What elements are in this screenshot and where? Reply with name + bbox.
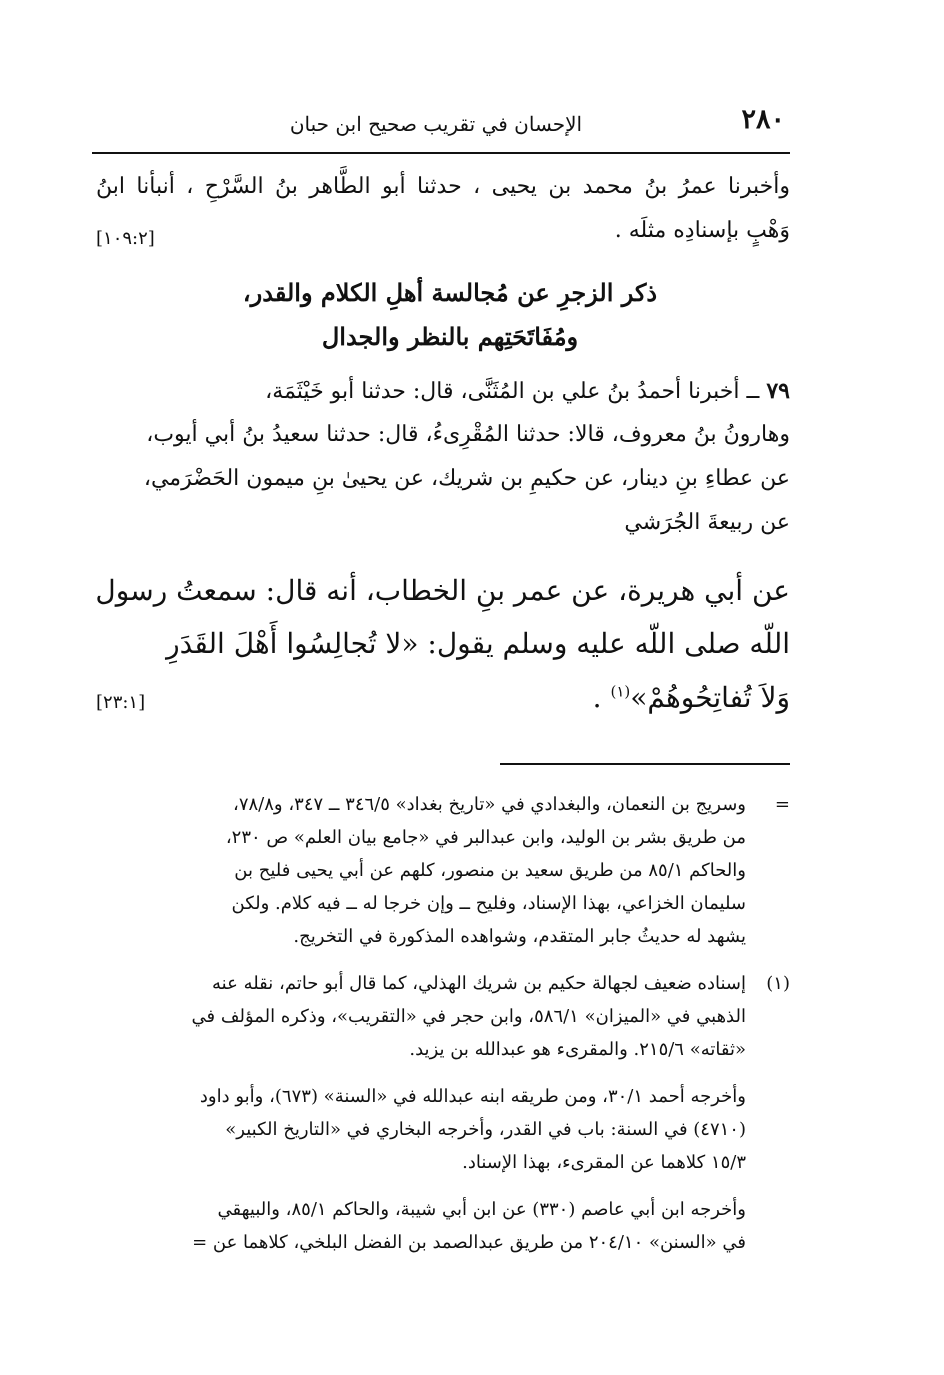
body-line: وأخبرنا عمرُ بنُ محمد بن يحيى ، حدثنا أبو الطَّاهر بنُ السَّرْحِ ، أنبأنا ابنُ bbox=[96, 174, 790, 199]
running-header-title: الإحسان في تقريب صحيح ابن حبان bbox=[289, 112, 583, 136]
matn-line-last bbox=[96, 681, 790, 714]
body-line: وَهْبٍ بإسنادِه مثلَه . bbox=[614, 218, 790, 243]
header-rule bbox=[92, 152, 790, 154]
footnote-line: وأخرجه ابن أبي عاصم (٣٣٠) عن ابن أبي شيبة، والحاكم ٨٥/١، والبيهقي bbox=[217, 1199, 746, 1220]
hadith-line-text: ــ أخبرنا أحمدُ بنُ علي بن المُثَنَّى، قال: حدثنا أبو خَيْثَمَة، bbox=[265, 379, 760, 404]
footnote-line: وأخرجه أحمد ٣٠/١، ومن طريقه ابنه عبدالله في «السنة» (٦٧٣)، وأبو داود bbox=[199, 1086, 746, 1107]
footnote-separator bbox=[500, 763, 790, 765]
reference-bracket: [١٠٩:٢] bbox=[96, 228, 155, 249]
body-line: عن ربيعةَ الجُرَشي bbox=[624, 510, 790, 535]
footnote-number: (١) bbox=[766, 973, 790, 994]
continuation-mark: = bbox=[774, 794, 790, 815]
footnote-line: (٤٧١٠) في السنة: باب في القدر، وأخرجه البخاري في «التاريخ الكبير» bbox=[225, 1119, 746, 1140]
footnote-line: «ثقاته» ٢١٥/٦. والمقرىء هو عبدالله بن يزيد. bbox=[409, 1039, 746, 1060]
reference-bracket: [٢٣:١] bbox=[96, 692, 146, 713]
body-line: وهارونُ بنُ معروف، قالا: حدثنا المُقْرِىءُ، قال: حدثنا سعيدُ بنُ أبي أيوب، bbox=[146, 422, 790, 447]
chapter-heading-line2: ومُفَاتَحَتِهم بالنظر والجدال bbox=[321, 322, 579, 351]
footnote-line: ١٥/٣ كلاهما عن المقرىء، بهذا الإسناد. bbox=[462, 1152, 746, 1173]
footnote-line: الذهبي في «الميزان» ٥٨٦/١، وابن حجر في «التقريب»، وذكره المؤلف في bbox=[191, 1006, 746, 1027]
hadith-number: ٧٩ bbox=[766, 378, 790, 404]
footnote-marker: (١) bbox=[610, 682, 631, 701]
footnote-line: من طريق بشر بن الوليد، وابن عبدالبر في «جامع بيان العلم» ص ٢٣٠، bbox=[225, 827, 746, 848]
page-number: ٢٨٠ bbox=[741, 104, 785, 135]
footnote-line: في «السنن» ٢٠٤/١٠ من طريق عبدالصمد بن الفضل البلخي، كلاهما عن = bbox=[192, 1232, 746, 1253]
matn-line: اللّه صلى اللّه عليه وسلم يقول: «لا تُجالِسُوا أَهْلَ القَدَرِ bbox=[166, 627, 790, 660]
chapter-heading-line1: ذكر الزجرِ عن مُجالسة أهلِ الكلام والقدر، bbox=[242, 278, 658, 307]
footnote-line: وسريج بن النعمان، والبغدادي في «تاريخ بغداد» ٣٤٦/٥ ــ ٣٤٧، و٧٨/٨، bbox=[233, 794, 746, 815]
body-line: عن عطاءِ بنِ دينار، عن حكيمِ بن شريك، عن يحيىٰ بنِ ميمون الحَضْرَمي، bbox=[143, 466, 790, 491]
footnote-line: يشهد له حديثُ جابر المتقدم، وشواهده المذكورة في التخريج. bbox=[293, 926, 746, 947]
footnote-line: إسناده ضعيف لجهالة حكيم بن شريك الهذلي، كما قال أبو حاتم، نقله عنه bbox=[212, 973, 746, 994]
hadith-first-line bbox=[96, 380, 790, 403]
footnote-line: والحاكم ٨٥/١ من طريق سعيد بن منصور، كلهم عن أبي يحيى فليح بن bbox=[234, 860, 746, 881]
matn-text-end: . bbox=[592, 681, 611, 714]
matn-text: وَلاَ تُفاتِحُوهُمْ» bbox=[630, 681, 790, 714]
footnote-line: سليمان الخزاعي، بهذا الإسناد، وفليح ــ وإن خرجا له ــ فيه كلام. ولكن bbox=[231, 893, 746, 914]
matn-line: عن أبي هريرة، عن عمر بنِ الخطاب، أنه قال: سمعتُ رسول bbox=[95, 574, 790, 607]
